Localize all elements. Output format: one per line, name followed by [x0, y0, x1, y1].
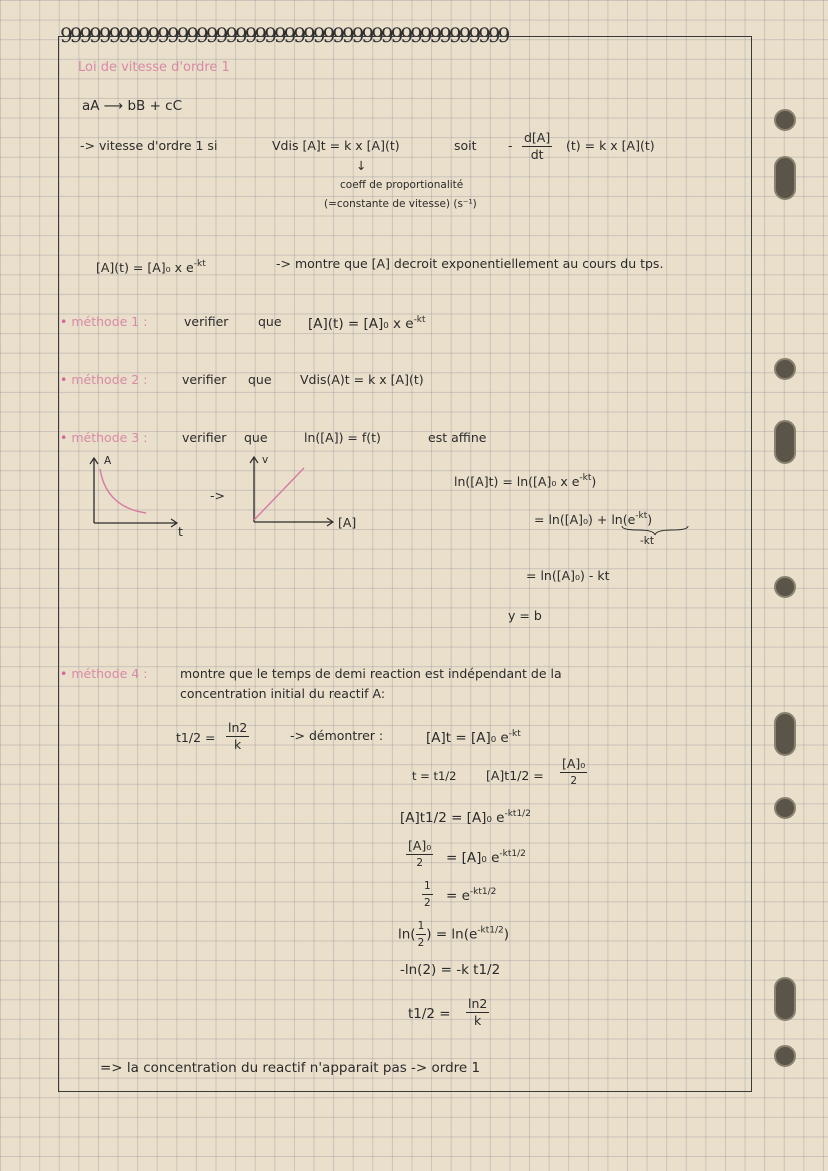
proof-step-2b: [A]t1/2 = [486, 768, 544, 783]
spiral-binding: 9999999999999999999999999999999999999999999999 [60, 23, 508, 47]
ln-step-1-close: ) [591, 474, 597, 489]
coeff-label: (=constante de vitesse) [324, 198, 451, 210]
proof-step-5-denominator: 2 [424, 897, 431, 909]
t-half-denominator: k [234, 737, 242, 752]
method-1-que: que [258, 314, 282, 329]
graph-rate-vs-concentration [244, 452, 344, 532]
binder-hole [774, 358, 796, 380]
exponential-comment: -> montre que [A] decroit exponentiellement au cours du tps. [276, 256, 664, 271]
method-3-rest: est affine [428, 430, 487, 445]
proof-step-4-base: = [A]₀ e [446, 850, 500, 866]
proof-step-4 [446, 846, 526, 866]
conclusion: => la concentration du reactif n'apparait pas -> ordre 1 [100, 1060, 481, 1076]
method-1-verb: verifier [184, 314, 229, 329]
method-1-exponent: -kt [413, 315, 426, 325]
proof-step-7: -ln(2) = -k t1/2 [400, 962, 501, 978]
proof-step-6-numerator: 1 [416, 918, 427, 935]
proof-step-6-exponent: -kt1/2 [477, 925, 504, 936]
down-arrow: ↓ [356, 158, 367, 173]
method-4-line2: concentration initial du reactif A: [180, 686, 386, 701]
derivative-rest: (t) = k x [A](t) [566, 138, 655, 153]
method-1 [60, 314, 147, 330]
t-half-fraction [226, 720, 249, 753]
t-half-numerator: ln2 [228, 720, 248, 735]
graph2-ylabel: v [262, 454, 269, 466]
proof-step-1-base: [A]t = [A]₀ e [426, 730, 509, 746]
page-title: Loi de vitesse d'ordre 1 [78, 60, 230, 75]
proof-step-2a: t = t1/2 [412, 769, 457, 783]
ln-step-2-close: ) [647, 512, 653, 527]
graph-concentration-vs-time [84, 455, 184, 535]
derivative-denominator: dt [530, 147, 544, 162]
graph1-xlabel: t [178, 524, 183, 539]
method-1-formula-base: [A](t) = [A]₀ x e [308, 316, 414, 332]
exp-formula-base: [A](t) = [A]₀ x e [96, 260, 194, 275]
proof-step-3 [400, 806, 531, 826]
binder-hole [774, 1045, 796, 1067]
proof-step-5-fraction [422, 878, 433, 911]
proof-step-1-exponent: -kt [508, 729, 521, 739]
proof-step-4-denominator: 2 [416, 857, 423, 869]
proof-step-5 [446, 884, 496, 904]
bullet-dot: • [60, 314, 68, 329]
coeff-unit: (s⁻¹) [453, 198, 477, 210]
proof-step-3-exponent: -kt1/2 [504, 809, 531, 819]
bullet-dot: • [60, 666, 68, 681]
ln-step-2-exponent: -kt [635, 511, 648, 521]
method-4 [60, 666, 147, 682]
method-3 [60, 430, 147, 446]
underbrace-path [622, 526, 688, 535]
proof-step-8-fraction [466, 996, 489, 1029]
coeff-line1: coeff de proportionalité [340, 179, 464, 191]
exponential-formula [96, 256, 206, 276]
proof-step-2-fraction [560, 756, 587, 789]
soit-word: soit [454, 138, 477, 153]
binder-hole [774, 420, 796, 464]
method-3-formula: ln([A]) = f(t) [304, 430, 381, 445]
proof-step-1 [426, 726, 521, 746]
binder-hole [774, 977, 796, 1021]
method-1-label: méthode 1 : [71, 314, 148, 329]
proof-step-8: t1/2 = [408, 1006, 451, 1022]
graph1-decay-curve [100, 469, 146, 513]
binder-hole [774, 797, 796, 819]
method-4-line1: montre que le temps de demi reaction est indépendant de la [180, 666, 562, 681]
rate-law: Vdis [A]t = k x [A](t) [272, 138, 400, 153]
definition-prefix: -> vitesse d'ordre 1 si [80, 138, 218, 153]
method-2-label: méthode 2 : [71, 372, 148, 387]
graph2-xlabel: [A] [338, 515, 357, 530]
coeff-line2 [324, 196, 477, 212]
derivative-fraction [522, 130, 552, 163]
reaction-equation: aA ⟶ bB + cC [82, 98, 183, 114]
ln-step-2-under: -kt [640, 535, 654, 547]
proof-step-8-denominator: k [474, 1013, 482, 1028]
graph1-ylabel: A [104, 455, 112, 467]
proof-step-2-denominator: 2 [570, 775, 577, 787]
proof-step-6-denominator: 2 [417, 937, 425, 949]
proof-step-6-close: ) [503, 926, 510, 943]
binder-hole [774, 576, 796, 598]
method-2-que: que [248, 372, 272, 387]
ln-step-1-base: ln([A]t) = ln([A]₀ x e [454, 474, 580, 489]
method-3-que: que [244, 430, 268, 445]
proof-step-6 [398, 918, 509, 951]
proof-step-2-numerator: [A]₀ [562, 756, 586, 771]
ln-step-1 [454, 470, 596, 490]
graph-arrow: -> [210, 488, 225, 503]
t-half-lhs: t1/2 = [176, 730, 216, 745]
proof-step-5-exponent: -kt1/2 [469, 887, 497, 897]
proof-step-5-numerator: 1 [422, 878, 433, 895]
proof-step-4-numerator: [A]₀ [408, 838, 432, 853]
proof-step-8-numerator: ln2 [468, 996, 488, 1011]
ln-step-1-exponent: -kt [579, 473, 592, 483]
ln-step-3: = ln([A]₀) - kt [526, 568, 610, 583]
exp-formula-exponent: -kt [193, 259, 206, 269]
method-2-verb: verifier [182, 372, 227, 387]
demontrer-label: -> démontrer : [290, 728, 384, 743]
method-3-label: méthode 3 : [71, 430, 148, 445]
method-3-verb: verifier [182, 430, 227, 445]
method-4-label: méthode 4 : [71, 666, 148, 681]
proof-step-4-fraction [406, 838, 433, 871]
proof-step-4-exponent: -kt1/2 [499, 849, 526, 859]
binder-hole [774, 712, 796, 756]
proof-step-3-base: [A]t1/2 = [A]₀ e [400, 810, 505, 826]
ln-step-2-base: = ln([A]₀) + ln(e [534, 512, 636, 527]
derivative-numerator: d[A] [524, 130, 551, 145]
method-2-formula: Vdis(A)t = k x [A](t) [300, 372, 424, 387]
graph2-linear-line [254, 468, 304, 520]
method-1-formula [308, 312, 426, 332]
underbrace [620, 524, 690, 536]
minus-sign: - [508, 138, 513, 153]
method-2 [60, 372, 147, 388]
proof-step-6-open: ln( [398, 926, 416, 943]
ln-step-4: y = b [508, 608, 542, 623]
proof-step-6-mid: ) = ln(e [426, 926, 478, 943]
bullet-dot: • [60, 372, 68, 387]
binder-hole [774, 109, 796, 131]
bullet-dot: • [60, 430, 68, 445]
proof-step-5-base: = e [446, 888, 470, 904]
binder-hole [774, 156, 796, 200]
